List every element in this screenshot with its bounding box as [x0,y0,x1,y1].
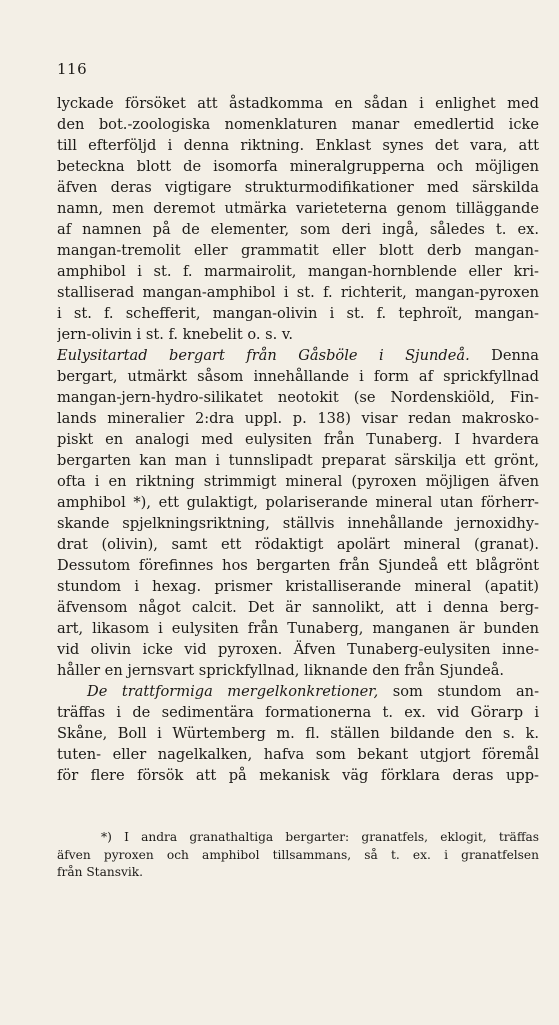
text-line: mangan-jern-hydro-silikatet neotokit (se Nordenskiöld, Fin- [57,389,539,406]
text-line: vid olivin icke vid pyroxen. Äfven Tunaberg-eulysiten inne- [57,641,539,658]
text-line: äfven deras vigtigare strukturmodifikationer med särskilda [57,179,539,196]
text-line: den bot.-zoologiska nomenklaturen manar emedlertid icke [57,116,539,133]
text-line: namn, men deremot utmärka varieteterna genom tilläggande [57,200,539,217]
text-line: för flere försök att på mekanisk väg förklara deras upp- [57,767,539,784]
text-line: äfvensom något calcit. Det är sannolikt, att i denna berg- [57,599,539,616]
text-line: lands mineralier 2:dra uppl. p. 138) visar redan makrosko- [57,410,539,427]
section-heading-concretions: De trattformiga mergelkonkretioner, [87,683,379,700]
text-line: bergarten kan man i tunnslipadt preparat särskilja ett grönt, [57,452,539,469]
text-line: tuten- eller nagelkalken, hafva som bekant utgjort föremål [57,746,539,763]
footnote-line: från Stansvik. [57,865,143,879]
footnote-line: *) I andra granathaltiga bergarter: granatfels, eklogit, träffas [101,830,539,844]
footnote [57,829,539,882]
section-heading-line [57,345,539,366]
text-line: piskt en analogi med eulysiten från Tunaberg. I hvardera [57,431,539,448]
text-line: Dessutom förefinnes hos bergarten från Sjundeå ett blågrönt [57,557,539,574]
text-line: amphibol i st. f. marmairolit, mangan-hornblende eller kri- [57,263,539,280]
text-line: skande spjelkningsriktning, ställvis innehållande jernoxidhy- [57,515,539,532]
text-line: stundom i hexag. prismer kristalliserande mineral (apatit) [57,578,539,595]
text-line: amphibol *), ett gulaktigt, polariserande mineral utan förherr- [57,494,539,511]
text-line: lyckade försöket att åstadkomma en sådan i enlighet med [57,95,539,112]
section-heading-eulysite: Eulysitartad bergart från Gåsböle i Sjundeå. [57,347,470,364]
body-text [57,93,539,786]
text-line: håller en jernsvart sprickfyllnad, liknande den från Sjundeå. [57,662,505,679]
text-line: stalliserad mangan-amphibol i st. f. richterit, mangan-pyroxen [57,284,539,301]
text-line: jern-olivin i st. f. knebelit o. s. v. [57,326,294,343]
page-number: 116 [57,60,88,78]
text-line: bergart, utmärkt såsom innehållande i form af sprickfyllnad [57,368,539,385]
text-line: mangan-tremolit eller grammatit eller blott derb mangan- [57,242,539,259]
text-line: beteckna blott de isomorfa mineralgrupperna och möjligen [57,158,539,175]
text-line: Skåne, Boll i Würtemberg m. fl. ställen bildande den s. k. [57,725,539,742]
text-line: af namnen på de elementer, som deri ingå, således t. ex. [57,221,539,238]
text-line: ofta i en riktning strimmigt mineral (pyroxen möjligen äfven [57,473,539,490]
text-line: drat (olivin), samt ett rödaktigt apolärt mineral (granat). [57,536,539,553]
text-line: art, likasom i eulysiten från Tunaberg, manganen är bunden [57,620,539,637]
section-heading-line [57,681,539,702]
heading-tail-text: som stundom an- [392,683,539,700]
heading-tail-text: Denna [491,347,539,364]
text-line: träffas i de sedimentära formationerna t. ex. vid Görarp i [57,704,539,721]
text-line: i st. f. schefferit, mangan-olivin i st. f. tephroït, mangan- [57,305,539,322]
text-line: till efterföljd i denna riktning. Enklast synes det vara, att [57,137,539,154]
footnote-line: äfven pyroxen och amphibol tillsammans, så t. ex. i granatfelsen [57,847,539,862]
